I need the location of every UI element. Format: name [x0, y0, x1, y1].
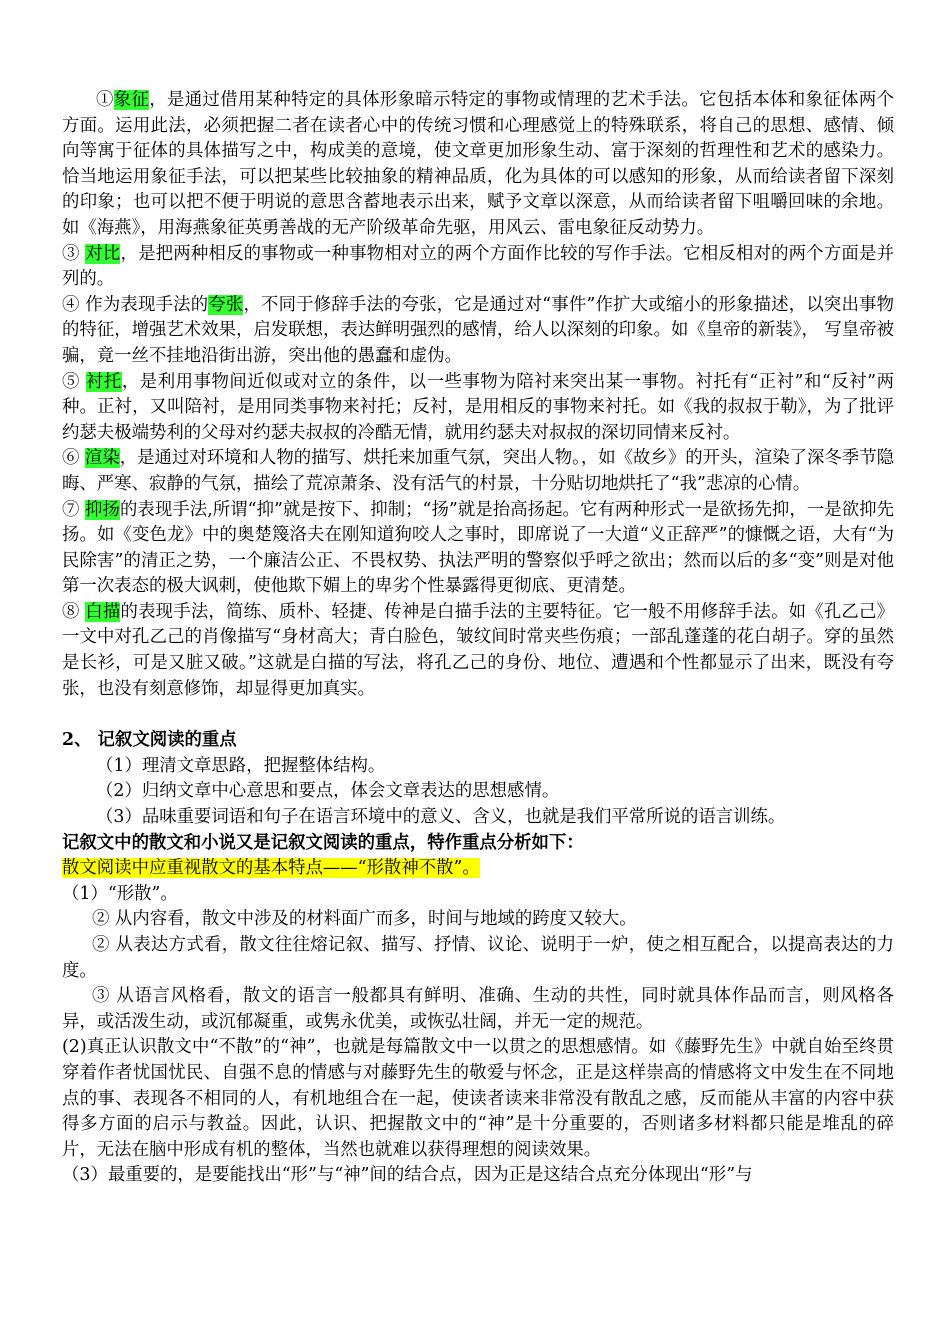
- paragraph-text: ，是把两种相反的事物或一种事物相对立的两个方面作比较的写作手法。它相反相对的两个方面是并列的。: [62, 243, 894, 290]
- paragraph-exaggerate: [62, 293, 894, 370]
- paragraph-symbol: [62, 88, 894, 242]
- term-highlight: 抑扬: [85, 499, 120, 520]
- paragraph-render: [62, 446, 894, 497]
- list-item: （3）品味重要词语和句子在语言环境中的意义、含义，也就是我们平常所说的语言训练。: [96, 807, 786, 828]
- item-number: ④ 作为表现手法的: [62, 294, 209, 315]
- term-highlight: 对比: [85, 243, 121, 264]
- list-item: （2）归纳文章中心意思和要点，体会文章表达的思想感情。: [96, 781, 560, 802]
- paragraph-foil: [62, 370, 894, 447]
- item-number: ⑥: [62, 448, 85, 469]
- list-item: （1）理清文章思路，把握整体结构。: [96, 755, 386, 776]
- term-highlight: 渲染: [84, 448, 120, 469]
- bold-statement: 记叙文中的散文和小说又是记叙文阅读的重点，特作重点分析如下：: [62, 832, 584, 853]
- paragraph-text: 的表现手法,所谓“抑”就是按下、抑制；“扬”就是抬高扬起。它有两种形式一是欲扬先抑，一是欲抑先扬。如《变色龙》中的奥楚篾洛夫在刚知道狗咬人之事时，即席说了一大道“义正辞严”的慷慨之语，大有“为民除害”的清正之势，一个廉洁公正、不畏权势、执法严明的警察似乎呼之欲出；然而以后的多“变”则是对他第一次表态的极大讽刺，使他欺下媚上的卑劣个性暴露得更彻底、更清楚。: [62, 499, 894, 597]
- paragraph-spirit: (2)真正认识散文中“不散”的“神”，也就是每篇散文中一以贯之的思想感情。如《藤野先生》中就自始至终贯穿着作者忧国忧民、自强不息的情感与对藤野先生的敬爱与怀念，正是这样崇高的情感将文中发生在不同地点的事、表现各不相同的人，有机地组合在一起，使读者读来非常没有散乱之感，反而能从丰富的内容中获得多方面的启示与教益。因此，认识、把握散文中的“神”是十分重要的，否则诸多材料都只能是堆乱的碎片，无法在脑中形成有机的整体，当然也就难以获得理想的阅读效果。: [62, 1037, 894, 1160]
- document-page: [62, 88, 894, 1189]
- item-number: ⑦: [62, 499, 86, 520]
- item-number: ⑧: [62, 601, 86, 622]
- point-item: ② 从内容看，散文中涉及的材料面广而多，时间与地域的跨度又较大。: [92, 909, 637, 930]
- term-highlight: 衬托: [86, 371, 122, 392]
- paragraph-contrast: [62, 242, 894, 293]
- highlight-line: [62, 856, 894, 882]
- paragraph-text: ，不同于修辞手法的夸张，它是通过对“事件”作扩大或缩小的形象描述，以突出事物的特征，增强艺术效果，启发联想，表达鲜明强烈的感情，给人以深刻的印象。如《皇帝的新装》， 写皇帝被骗，竟一丝不挂地沿街出游，突出他的愚蠢和虚伪。: [62, 294, 894, 366]
- paragraph-suppress: [62, 498, 894, 600]
- paragraph-text: ，是利用事物间近似或对立的条件，以一些事物为陪衬来突出某一事物。衬托有“正衬”和“反衬”两种。正衬，又叫陪衬，是用同类事物来衬托；反衬，是用相反的事物来衬托。如《我的叔叔于勒》，为了批评约瑟夫极端势利的父母对约瑟夫叔叔的冷酷无情，就用约瑟夫对叔叔的深切同情来反衬。: [62, 371, 894, 443]
- yellow-highlight: 散文阅读中应重视散文的基本特点——“形散神不散”。: [62, 858, 480, 879]
- item-number: ①: [96, 90, 114, 110]
- point-item: ② 从表达方式看，散文往往熔记叙、描写、抒情、议论、说明于一炉，使之相互配合，以提高表达的力度。: [62, 935, 894, 981]
- section-heading: 2、 记叙文阅读的重点: [62, 730, 237, 751]
- paragraph-text: 的表现手法，简练、质朴、轻捷、传神是白描手法的主要特征。它一般不用修辞手法。如《孔乙己》一文中对孔乙己的肖像描写“身材高大；青白脸色，皱纹间时常夹些伤痕；一部乱蓬蓬的花白胡子。穿的虽然是长衫，可是又脏又破。”这就是白描的写法，将孔乙己的身份、地位、遭遇和个性都显示了出来，既没有夸张，也没有刻意修饰，却显得更加真实。: [62, 601, 894, 699]
- paragraph-junction: （3）最重要的，是要能找出“形”与“神”间的结合点，因为正是这结合点充分体现出“形”与: [62, 1165, 753, 1186]
- item-number: ⑤: [62, 371, 86, 392]
- paragraph-text: ，是通过借用某种特定的具体形象暗示特定的事物或情理的艺术手法。它包括本体和象征体两个方面。运用此法，必须把握二者在读者心中的传统习惯和心理感觉上的特殊联系，将自己的思想、感情、倾向等寓于征体的具体描写之中，构成美的意境，使文章更加形象生动、富于深刻的哲理性和艺术的感染力。恰当地运用象征手法，可以把某些比较抽象的精神品质，化为具体的可以感知的形象，从而给读者留下深刻的印象；也可以把不便于明说的意思含蓄地表示出来，赋予文章以深意，从而给读者留下咀嚼回味的余地。如《海燕》，用海燕象征英勇善战的无产阶级革命先驱，用风云、雷电象征反动势力。: [62, 90, 894, 238]
- term-highlight: 夸张: [208, 294, 244, 315]
- item-number: ③: [62, 243, 86, 264]
- term-highlight: 象征: [113, 90, 150, 110]
- term-highlight: 白描: [85, 601, 121, 622]
- point-item: ③ 从语言风格看，散文的语言一般都具有鲜明、准确、生动的共性，同时就具体作品而言，则风格各异，或活泼生动，或沉郁凝重，或隽永优美，或恢弘壮阔，并无一定的规范。: [62, 986, 894, 1032]
- paragraph-text: ，是通过对环境和人物的描写、烘托来加重气氛，突出人物。，如《故乡》的开头，渲染了深冬季节隐晦、严寒、寂静的气氛，描绘了荒凉萧条、没有活气的村景，十分贴切地烘托了“我”悲凉的心情。: [62, 448, 894, 494]
- subheading-form: （1）“形散”。: [62, 883, 178, 904]
- spacer: [62, 702, 894, 728]
- paragraph-plain: [62, 600, 894, 702]
